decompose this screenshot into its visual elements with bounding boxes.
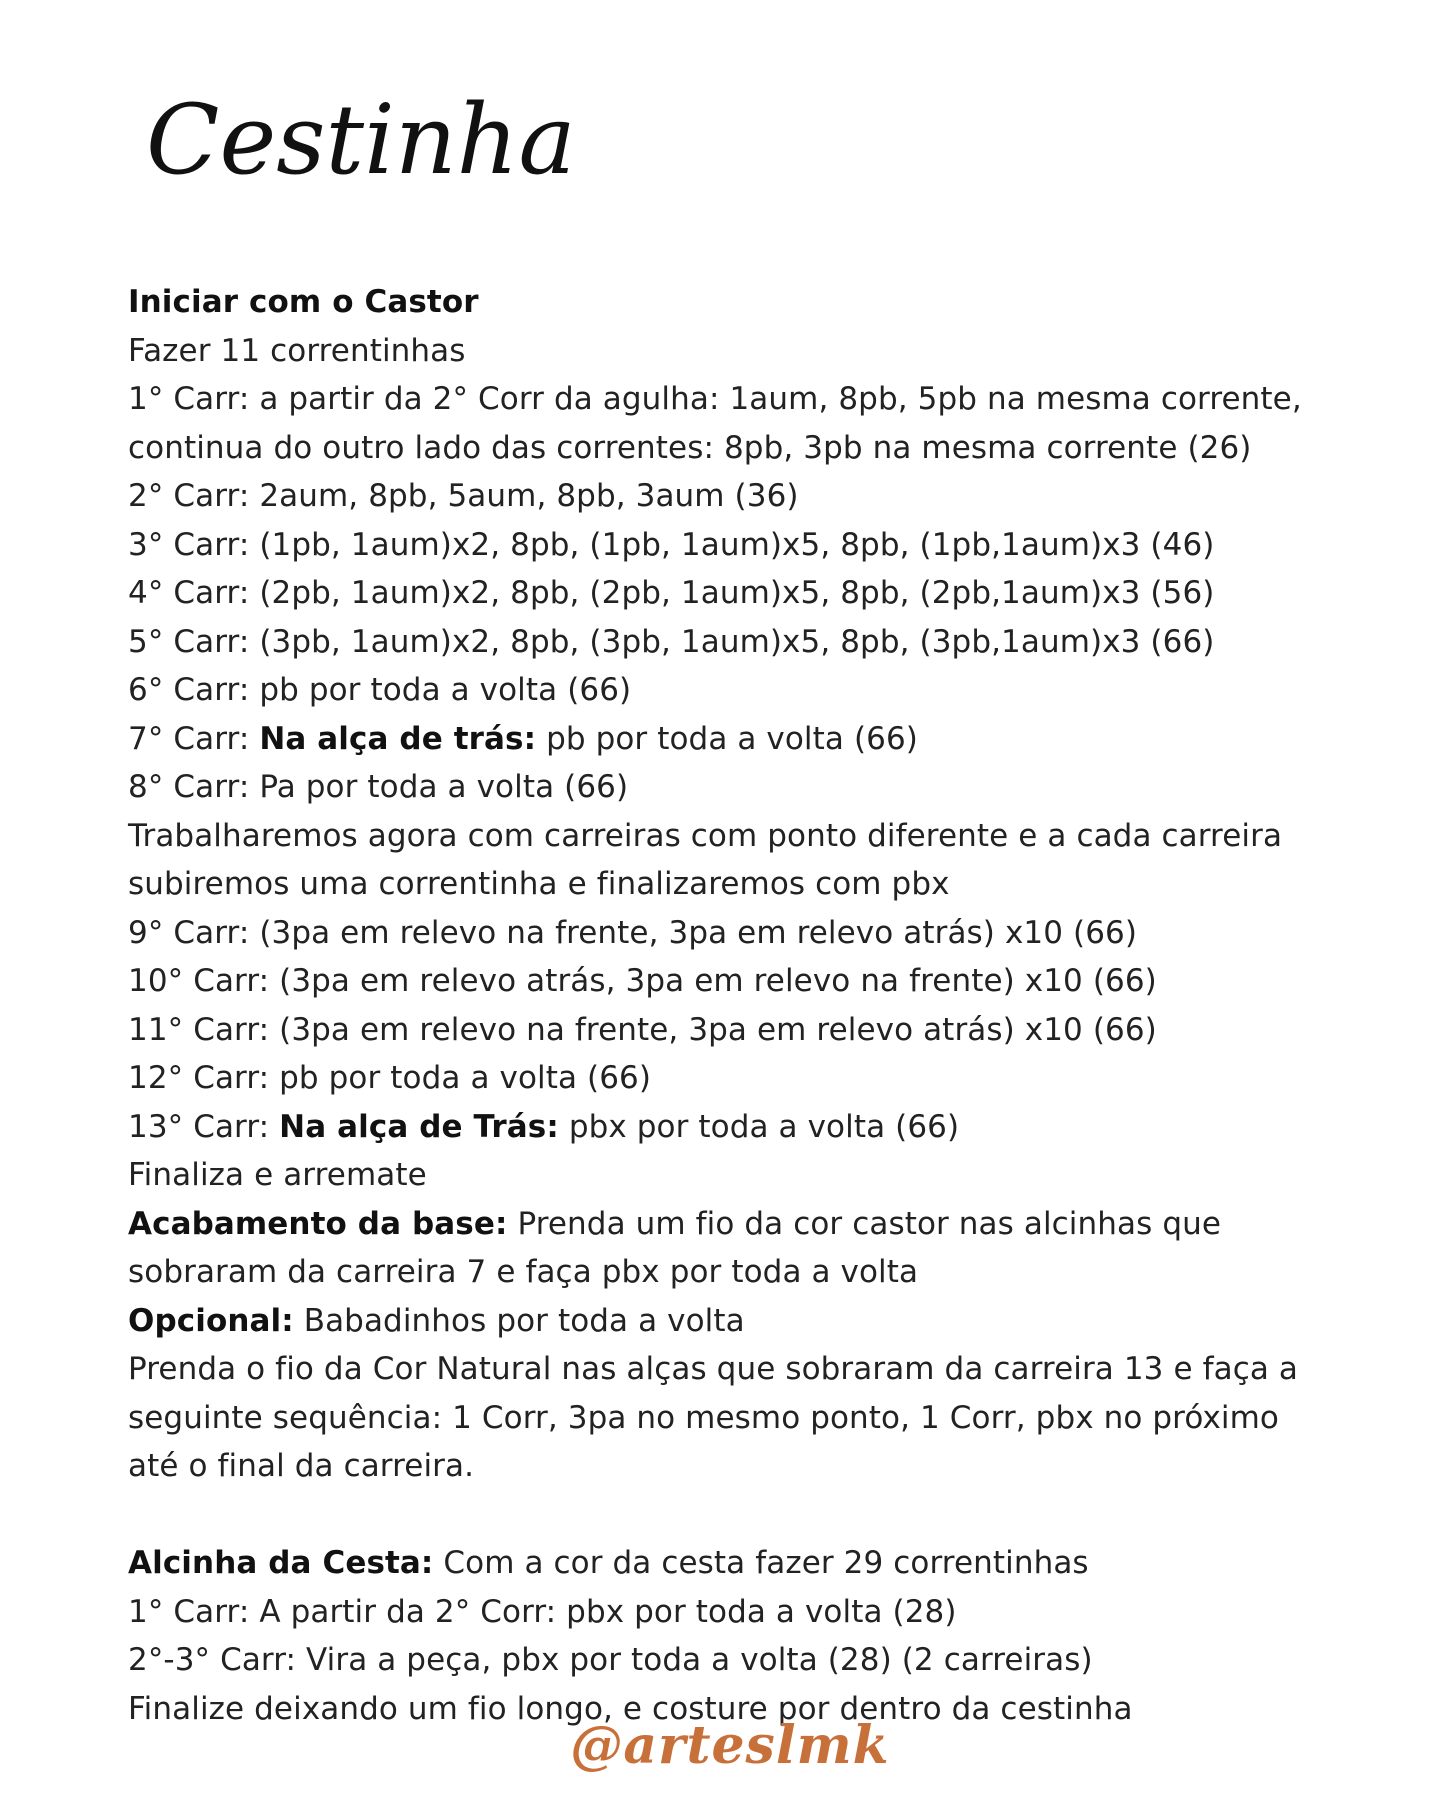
pattern-instructions: [128, 278, 1328, 1733]
line-prefix: 7° Carr:: [128, 720, 260, 757]
line-text: 5° Carr: (3pb, 1aum)x2, 8pb, (3pb, 1aum)x5, 8pb, (3pb,1aum)x3 (66): [128, 623, 1215, 660]
instruction-line: [128, 763, 1328, 812]
line-text: 1° Carr: a partir da 2° Corr da agulha: 1aum, 8pb, 5pb na mesma corrente,: [128, 381, 1302, 417]
line-text: 12° Carr: pb por toda a volta (66): [128, 1060, 652, 1096]
line-heading: Na alça de trás:: [259, 720, 537, 757]
line-text: Fazer 11 correntinhas: [128, 332, 466, 369]
blank-line: [128, 1491, 1328, 1540]
instruction-line: [128, 521, 1328, 570]
line-text: 3° Carr: (1pb, 1aum)x2, 8pb, (1pb, 1aum)x5, 8pb, (1pb,1aum)x3 (46): [128, 526, 1215, 563]
line-text: 9° Carr: (3pa em relevo na frente, 3pa em relevo atrás) x10 (66): [128, 914, 1138, 951]
line-text: Prenda o fio da Cor Natural nas alças que sobraram da carreira 13 e faça a: [128, 1351, 1298, 1387]
line-text: até o final da carreira.: [128, 1448, 475, 1484]
instruction-line: [128, 1200, 1328, 1249]
line-text: seguinte sequência: 1 Corr, 3pa no mesmo ponto, 1 Corr, pbx no próximo: [128, 1399, 1279, 1436]
instruction-line: [128, 618, 1328, 667]
instruction-line: [128, 1054, 1328, 1103]
instruction-line: [128, 1636, 1328, 1685]
instruction-line: [128, 957, 1328, 1006]
line-heading: Opcional:: [128, 1302, 294, 1339]
line-text: pb por toda a volta (66): [536, 720, 918, 757]
instruction-line: [128, 715, 1328, 764]
line-text: sobraram da carreira 7 e faça pbx por toda a volta: [128, 1254, 919, 1290]
line-text: 2°-3° Carr: Vira a peça, pbx por toda a volta (28) (2 carreiras): [128, 1642, 1093, 1678]
instruction-line: [128, 1151, 1328, 1200]
instagram-handle: @arteslmk: [570, 1715, 890, 1776]
instruction-line: [128, 1103, 1328, 1152]
instruction-line: [128, 1297, 1328, 1346]
title-text: Cestinha: [146, 84, 576, 196]
line-text: Trabalharemos agora com carreiras com ponto diferente e a cada carreira: [128, 817, 1283, 854]
instruction-line: [128, 1006, 1328, 1055]
instruction-line: [128, 1442, 1328, 1491]
line-heading: Alcinha da Cesta:: [128, 1545, 434, 1581]
line-text: 2° Carr: 2aum, 8pb, 5aum, 8pb, 3aum (36): [128, 478, 799, 514]
instruction-line: [128, 860, 1328, 909]
line-text: Babadinhos por toda a volta: [293, 1302, 745, 1339]
line-text: 4° Carr: (2pb, 1aum)x2, 8pb, (2pb, 1aum)x5, 8pb, (2pb,1aum)x3 (56): [128, 575, 1215, 611]
line-text: 11° Carr: (3pa em relevo na frente, 3pa em relevo atrás) x10 (66): [128, 1011, 1157, 1048]
instruction-line: [128, 472, 1328, 521]
line-text: 1° Carr: A partir da 2° Corr: pbx por toda a volta (28): [128, 1593, 957, 1630]
line-text: subiremos uma correntinha e finalizaremos com pbx: [128, 866, 950, 902]
title-script-lettering: [140, 55, 576, 235]
instruction-line: [128, 909, 1328, 958]
page-title: [140, 55, 576, 235]
line-heading: Acabamento da base:: [128, 1205, 508, 1242]
line-text: Finalize deixando um fio longo, e costure por dentro da cestinha: [128, 1690, 1133, 1727]
line-text: pbx por toda a volta (66): [558, 1108, 960, 1145]
line-text: 10° Carr: (3pa em relevo atrás, 3pa em relevo na frente) x10 (66): [128, 963, 1157, 999]
instruction-line: [128, 278, 1328, 327]
instruction-line: [128, 1394, 1328, 1443]
line-heading: Iniciar com o Castor: [128, 284, 479, 320]
line-heading: Na alça de Trás:: [279, 1108, 559, 1145]
instruction-line: [128, 424, 1328, 473]
line-text: Prenda um fio da cor castor nas alcinhas que: [507, 1205, 1222, 1242]
instruction-line: [128, 1588, 1328, 1637]
instruction-line: [128, 375, 1328, 424]
instruction-line: [128, 666, 1328, 715]
instruction-line: [128, 1539, 1328, 1588]
instruction-line: [128, 1345, 1328, 1394]
instruction-line: [128, 569, 1328, 618]
line-prefix: 13° Carr:: [128, 1108, 280, 1145]
line-text: Com a cor da cesta fazer 29 correntinhas: [433, 1545, 1089, 1581]
line-text: Finaliza e arremate: [128, 1157, 427, 1193]
line-text: 6° Carr: pb por toda a volta (66): [128, 672, 632, 708]
line-text: 8° Carr: Pa por toda a volta (66): [128, 769, 629, 805]
instruction-line: [128, 327, 1328, 376]
line-text: continua do outro lado das correntes: 8pb, 3pb na mesma corrente (26): [128, 429, 1252, 466]
instruction-line: [128, 812, 1328, 861]
instruction-line: [128, 1248, 1328, 1297]
